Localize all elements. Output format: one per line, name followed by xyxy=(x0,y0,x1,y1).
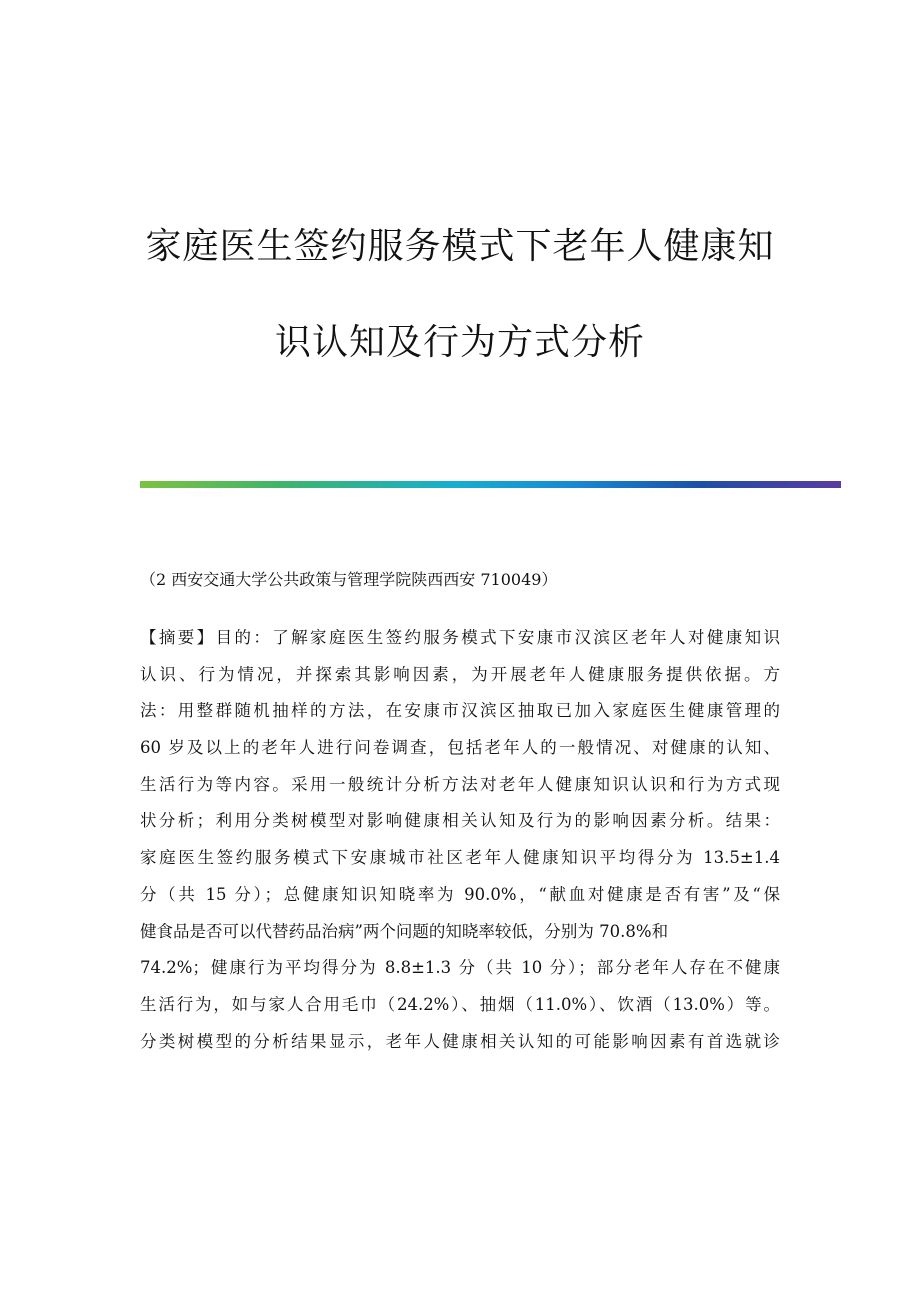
affiliation: （2 西安交通大学公共政策与管理学院陕西西安 710049） xyxy=(140,570,558,589)
abstract-line: 分（共 15 分）；总健康知识知晓率为 90.0%，“献血对健康是否有害”及“保 xyxy=(140,884,780,904)
abstract xyxy=(140,620,780,1060)
gradient-divider xyxy=(140,481,841,488)
abstract-line: 状分析；利用分类树模型对影响健康相关认知及行为的影响因素分析。结果： xyxy=(140,811,780,831)
abstract-line: 60 岁及以上的老年人进行问卷调查，包括老年人的一般情况、对健康的认知、 xyxy=(140,738,780,758)
abstract-line: 74.2%；健康行为平均得分为 8.8±1.3 分（共 10 分）；部分老年人存在不健康 xyxy=(140,958,780,978)
title-line-2: 识认知及行为方式分析 xyxy=(274,322,645,363)
abstract-line: 家庭医生签约服务模式下安康城市社区老年人健康知识平均得分为 13.5±1.4 xyxy=(140,848,780,868)
abstract-line: 认识、行为情况，并探索其影响因素，为开展老年人健康服务提供依据。方 xyxy=(140,664,780,684)
abstract-line: 生活行为等内容。采用一般统计分析方法对老年人健康知识认识和行为方式现 xyxy=(140,774,780,794)
abstract-line: 法：用整群随机抽样的方法，在安康市汉滨区抽取已加入家庭医生健康管理的 xyxy=(140,701,780,721)
abstract-line: 【摘要】目的：了解家庭医生签约服务模式下安康市汉滨区老年人对健康知识 xyxy=(140,628,780,647)
title-line-1: 家庭医生签约服务模式下老年人健康知 xyxy=(145,226,775,267)
abstract-line: 生活行为，如与家人合用毛巾（24.2%）、抽烟（11.0%）、饮酒（13.0%）等。 xyxy=(140,994,780,1014)
abstract-line: 健食品是否可以代替药品治病”两个问题的知晓率较低，分别为 70.8%和 xyxy=(140,921,669,941)
abstract-line: 分类树模型的分析结果显示，老年人健康相关认知的可能影响因素有首选就诊 xyxy=(140,1031,780,1051)
